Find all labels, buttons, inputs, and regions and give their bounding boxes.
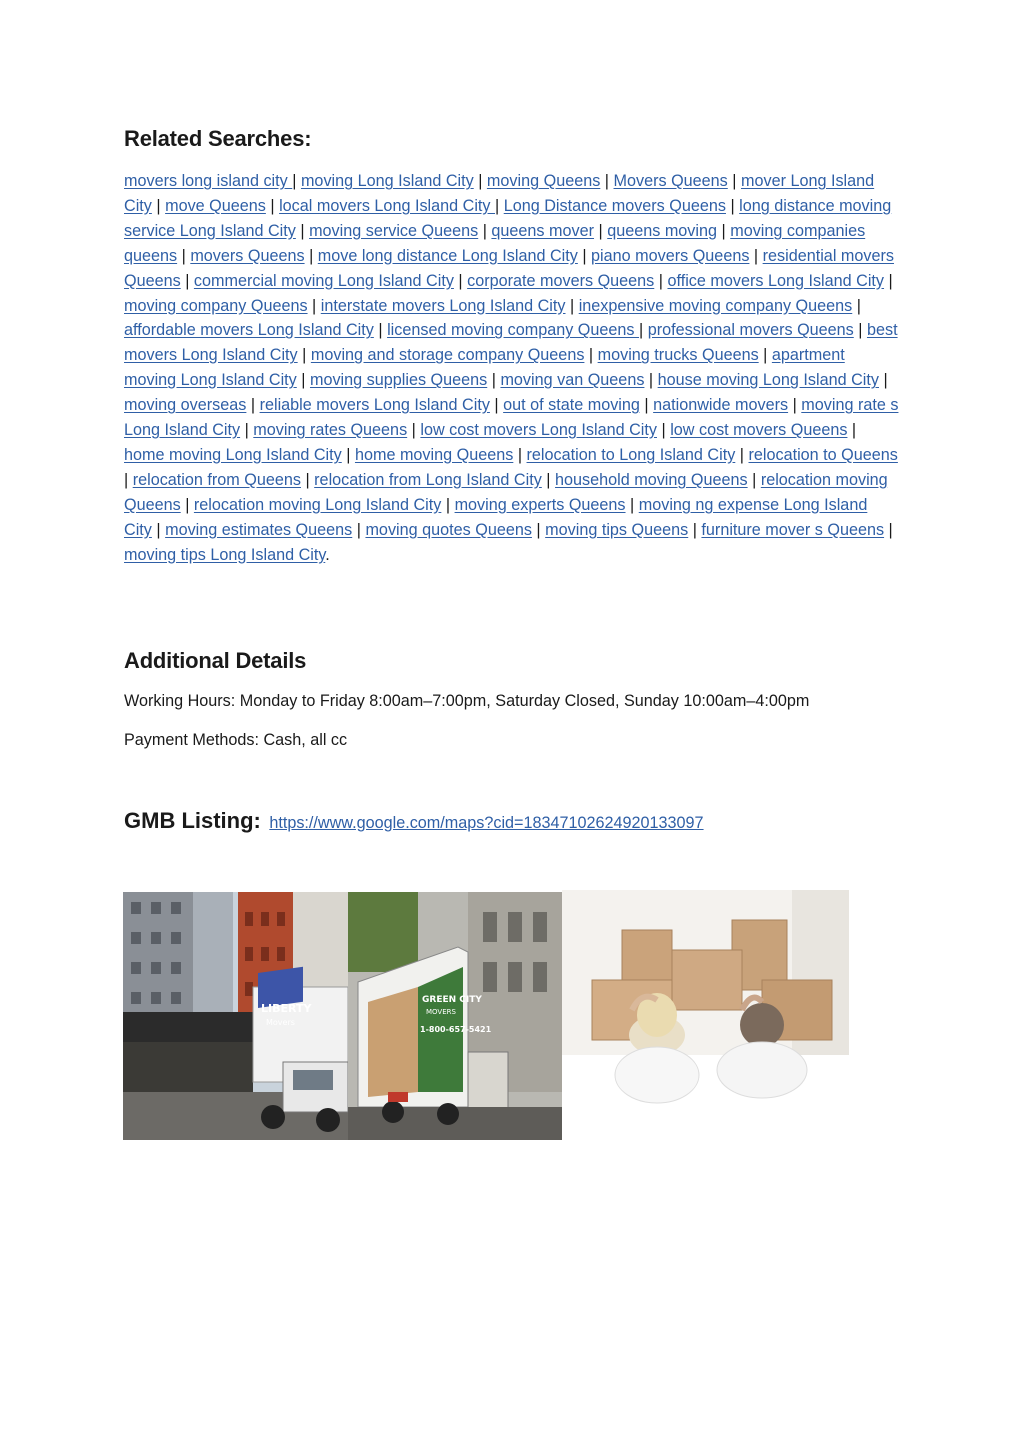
link-separator: | <box>847 421 857 440</box>
couple-boxes-photo <box>562 890 849 1140</box>
link-separator: | <box>531 520 546 539</box>
related-search-link[interactable]: reliable movers Long Island City <box>259 396 490 415</box>
link-separator: | <box>265 196 280 215</box>
related-search-link[interactable]: moving experts Queens <box>454 495 626 514</box>
related-search-link[interactable]: piano movers Queens <box>591 246 750 265</box>
liberty-truck-photo <box>123 892 348 1140</box>
related-search-link[interactable]: moving ng expense Long Island City <box>124 495 868 539</box>
related-search-link[interactable]: inexpensive moving company Queens <box>578 296 853 315</box>
link-separator: | <box>639 321 648 340</box>
link-separator: | <box>565 296 579 315</box>
list-end-period: . <box>325 545 330 564</box>
related-search-link[interactable]: mover Long Island City <box>124 172 875 215</box>
related-search-link[interactable]: movers Queens <box>190 246 305 265</box>
green-city-phone-text: 1-800-657-5421 <box>420 1025 492 1034</box>
link-separator: | <box>441 495 455 514</box>
link-separator: | <box>180 271 194 290</box>
related-search-link[interactable]: moving van Queens <box>500 371 645 390</box>
related-search-link[interactable]: moving tips Long Island City <box>124 545 326 564</box>
related-searches-heading: Related Searches: <box>124 126 312 151</box>
link-separator: | <box>478 221 492 240</box>
link-separator: | <box>240 421 254 440</box>
related-search-link[interactable]: moving rate s Long Island City <box>124 396 899 440</box>
related-search-link[interactable]: relocation moving Long Island City <box>193 495 442 514</box>
link-separator: | <box>639 396 654 415</box>
related-search-link[interactable]: low cost movers Long Island City <box>420 421 657 440</box>
link-separator: | <box>727 172 741 190</box>
link-separator: | <box>584 346 598 365</box>
link-separator: | <box>352 520 366 539</box>
link-separator: | <box>594 221 608 240</box>
link-separator: | <box>884 271 893 290</box>
related-search-link[interactable]: home moving Long Island City <box>124 445 342 464</box>
link-separator: | <box>373 321 388 340</box>
link-separator: | <box>625 495 639 514</box>
related-search-link[interactable]: best movers Long Island City <box>124 321 898 365</box>
related-search-link[interactable]: moving supplies Queens <box>309 371 488 390</box>
related-search-link[interactable]: moving Long Island City <box>300 172 474 190</box>
related-search-link[interactable]: queens moving <box>607 221 718 240</box>
gmb-listing-link[interactable]: https://www.google.com/maps?cid=18347102624920133097 <box>269 814 704 832</box>
link-separator: | <box>151 196 166 215</box>
link-separator: | <box>453 271 468 290</box>
related-search-link[interactable]: moving estimates Queens <box>165 520 353 539</box>
related-search-link[interactable]: office movers Long Island City <box>667 271 885 290</box>
related-search-link[interactable]: move Queens <box>165 196 266 215</box>
related-search-link[interactable]: move long distance Long Island City <box>317 246 578 265</box>
related-search-link[interactable]: relocation moving Queens <box>124 470 888 514</box>
link-separator: | <box>749 246 763 265</box>
link-separator: | <box>788 396 802 415</box>
link-separator: | <box>758 346 772 365</box>
related-search-link[interactable]: relocation from Long Island City <box>314 470 542 489</box>
related-search-link[interactable]: household moving Queens <box>555 470 748 489</box>
link-separator: | <box>180 495 194 514</box>
related-search-link[interactable]: moving companies queens <box>124 221 866 265</box>
related-search-link[interactable]: nationwide movers <box>653 396 789 415</box>
related-search-link[interactable]: local movers Long Island City <box>279 196 496 215</box>
link-separator: | <box>747 470 761 489</box>
related-search-link[interactable]: low cost movers Queens <box>670 421 848 440</box>
related-search-link[interactable]: interstate movers Long Island City <box>320 296 566 315</box>
related-search-link[interactable]: house moving Long Island City <box>657 371 879 390</box>
related-search-link[interactable]: home moving Queens <box>354 445 514 464</box>
link-separator: | <box>644 371 658 390</box>
link-separator: | <box>407 421 421 440</box>
gmb-listing <box>124 808 704 834</box>
related-search-link[interactable]: relocation to Queens <box>748 445 898 464</box>
link-separator: | <box>124 470 133 489</box>
link-separator: | <box>541 470 556 489</box>
related-search-link[interactable]: moving and storage company Queens <box>310 346 585 365</box>
green-city-truck-photo <box>348 892 562 1140</box>
related-search-link[interactable]: moving tips Queens <box>545 520 689 539</box>
related-search-link[interactable]: moving rates Queens <box>253 421 408 440</box>
related-search-link[interactable]: moving trucks Queens <box>597 346 759 365</box>
related-search-link[interactable]: apartment moving Long Island City <box>124 346 845 390</box>
related-search-link[interactable]: out of state moving <box>503 396 640 415</box>
related-search-link[interactable]: movers long island city <box>124 172 293 190</box>
link-separator: | <box>304 246 318 265</box>
related-search-link[interactable]: commercial moving Long Island City <box>193 271 454 290</box>
link-separator: | <box>297 346 311 365</box>
link-separator: | <box>473 172 487 190</box>
additional-details-heading: Additional Details <box>124 648 307 673</box>
link-separator: | <box>735 445 749 464</box>
related-search-link[interactable]: Movers Queens <box>613 172 728 190</box>
green-city-sign-text: GREEN CITY <box>422 995 482 1005</box>
payment-methods: Payment Methods: Cash, all cc <box>124 731 348 749</box>
related-search-link[interactable]: corporate movers Queens <box>467 271 655 290</box>
link-separator: | <box>151 520 166 539</box>
link-separator: | <box>577 246 592 265</box>
link-separator: | <box>852 296 861 315</box>
link-separator: | <box>654 271 668 290</box>
link-separator: | <box>341 445 355 464</box>
green-city-sub-text: MOVERS <box>426 1008 456 1016</box>
link-separator: | <box>487 371 501 390</box>
link-separator: | <box>296 371 310 390</box>
related-search-link[interactable]: professional movers Queens <box>647 321 854 340</box>
related-search-link[interactable]: moving Queens <box>486 172 601 190</box>
link-separator: | <box>300 470 315 489</box>
related-search-link[interactable]: long distance moving service Long Island City <box>124 196 892 240</box>
liberty-sign-text: LIBERTY <box>261 1002 312 1015</box>
link-separator: | <box>600 172 614 190</box>
related-search-link[interactable]: licensed moving company Queens <box>387 321 640 340</box>
related-search-link[interactable]: moving company Queens <box>124 296 308 315</box>
link-separator: | <box>489 396 504 415</box>
related-search-link[interactable]: furniture mover s Queens <box>701 520 885 539</box>
link-separator: | <box>513 445 527 464</box>
link-separator: | <box>884 520 893 539</box>
gmb-listing-label: GMB Listing: <box>124 808 261 833</box>
link-separator: | <box>177 246 191 265</box>
link-separator: | <box>246 396 260 415</box>
related-search-link[interactable]: relocation to Long Island City <box>526 445 736 464</box>
related-search-link[interactable]: residential movers Queens <box>124 246 894 290</box>
link-separator: | <box>307 296 321 315</box>
link-separator: | <box>657 421 671 440</box>
link-separator: | <box>688 520 702 539</box>
photo-strip <box>123 890 849 1140</box>
link-separator: | <box>717 221 731 240</box>
link-separator: | <box>292 172 301 190</box>
related-search-link[interactable]: moving service Queens <box>309 221 479 240</box>
liberty-sub-text: Movers <box>266 1018 295 1027</box>
working-hours: Working Hours: Monday to Friday 8:00am–7:00pm, Saturday Closed, Sunday 10:00am–4:00pm <box>124 692 810 710</box>
related-search-link[interactable]: relocation from Queens <box>132 470 301 489</box>
related-searches-links <box>124 169 899 568</box>
link-separator: | <box>879 371 888 390</box>
link-separator: | <box>725 196 740 215</box>
link-separator: | <box>295 221 310 240</box>
link-separator: | <box>495 196 504 215</box>
related-search-link[interactable]: moving overseas <box>124 396 247 415</box>
related-search-link[interactable]: moving quotes Queens <box>365 520 532 539</box>
related-search-link[interactable]: Long Distance movers Queens <box>503 196 726 215</box>
link-separator: | <box>853 321 867 340</box>
related-search-link[interactable]: affordable movers Long Island City <box>124 321 374 340</box>
related-search-link[interactable]: queens mover <box>491 221 595 240</box>
